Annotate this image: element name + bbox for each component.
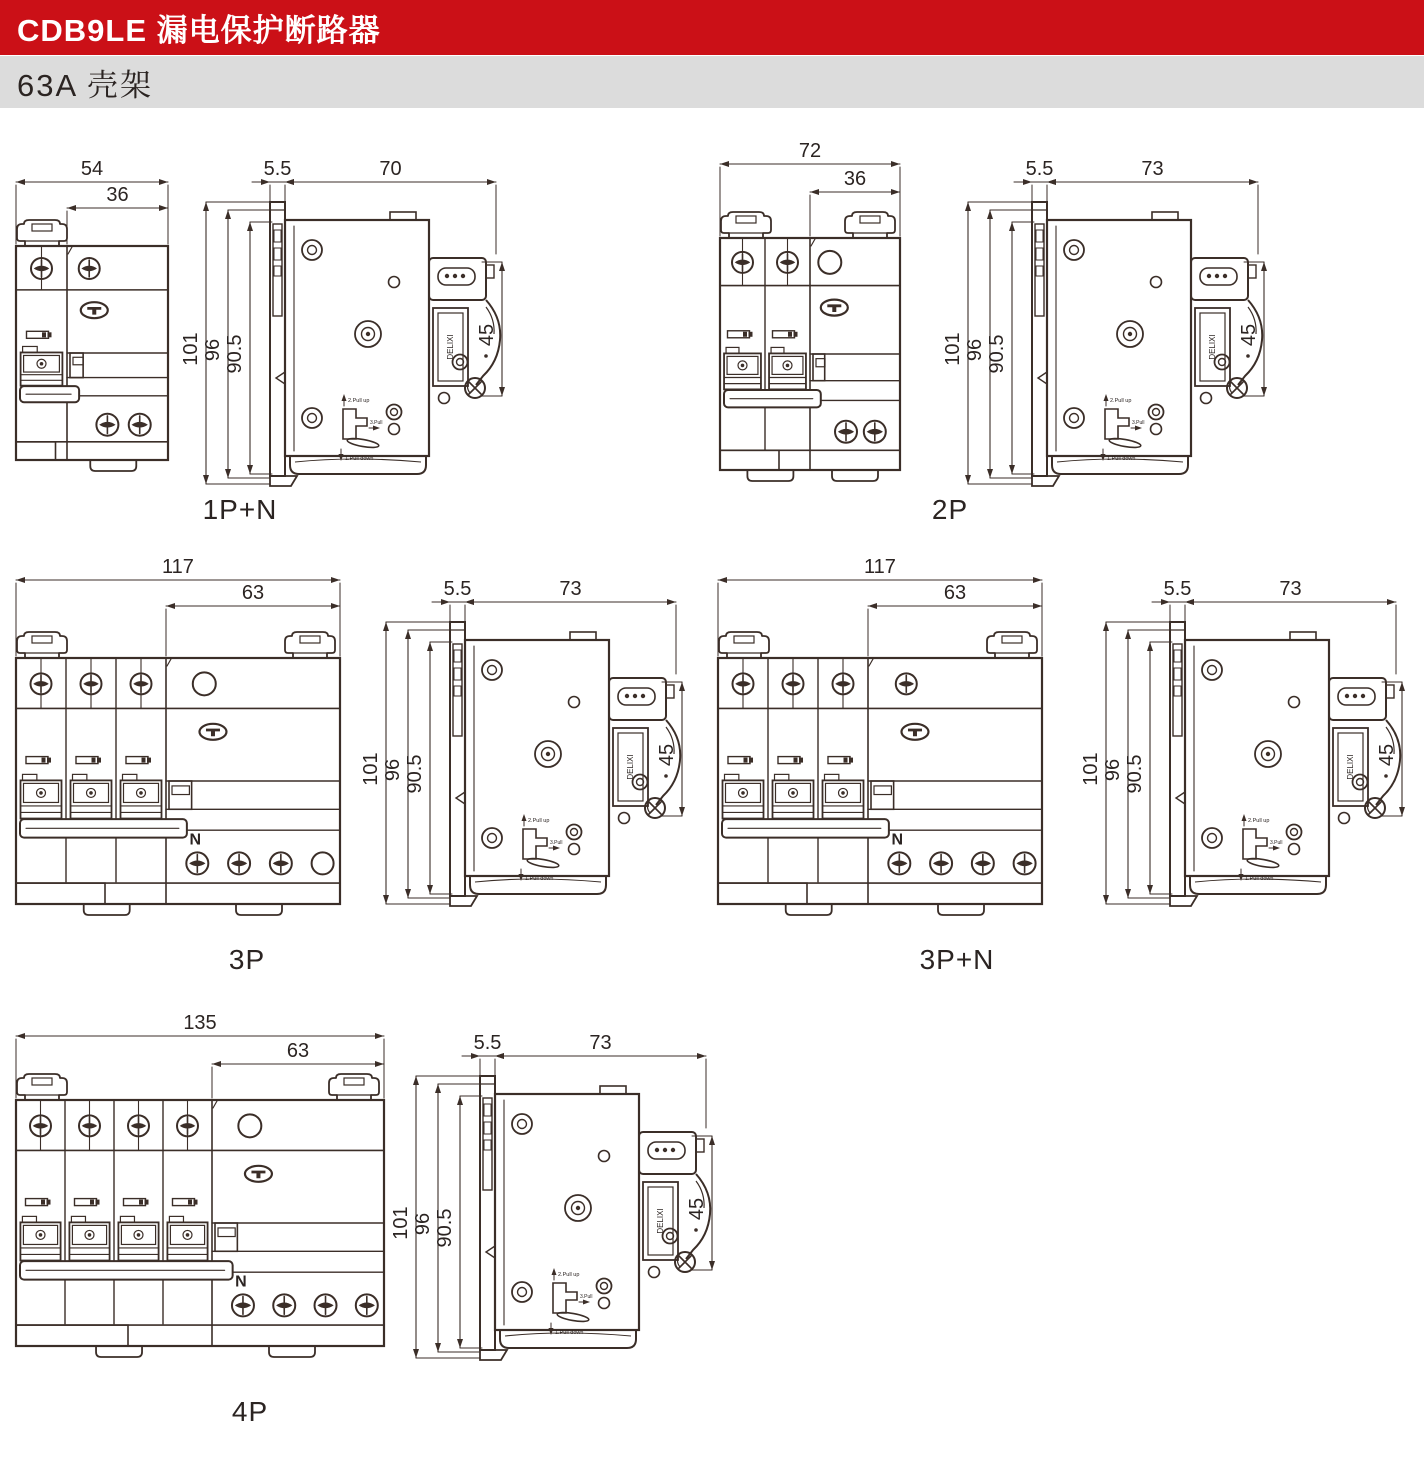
front-view-2P: [710, 140, 910, 496]
install-step-note: 2.Pull up: [1110, 398, 1132, 404]
mount-foot: [236, 904, 282, 915]
terminal-screw-icon: [896, 673, 917, 694]
vent-slot: [828, 757, 853, 764]
breaker-side-drawing: [1080, 578, 1405, 906]
nameplate-text: DELIXI: [1346, 754, 1355, 780]
dim-label: 90.5: [224, 334, 246, 374]
mount-foot: [269, 1346, 315, 1357]
vent-slot: [124, 1199, 149, 1206]
install-step-note: 3.Pull: [580, 1294, 593, 1300]
install-step-note: [339, 394, 383, 462]
side-view-2P: [942, 158, 1286, 498]
nameplate: [643, 1182, 678, 1260]
nameplate: [613, 728, 648, 806]
mount-foot: [938, 904, 984, 915]
install-step-note: 1.Pull down: [1245, 876, 1274, 882]
front-view-1P+N: [8, 158, 180, 492]
vent-slot: [26, 1199, 51, 1206]
terminal-block: [773, 774, 814, 818]
figure-label: 1P+N: [202, 494, 278, 525]
header-bar: [0, 0, 1424, 55]
din-clip: [285, 632, 335, 658]
install-step-note: 2.Pull up: [558, 1272, 580, 1278]
terminal-block: [723, 774, 764, 818]
dim-label: 72: [798, 140, 822, 162]
dim-label: 101: [360, 752, 382, 786]
nameplate: [1333, 728, 1368, 806]
install-step-note: 1.Pull down: [345, 456, 374, 462]
dim-label: 90.5: [986, 334, 1008, 374]
breaker-front-drawing: [718, 632, 1042, 915]
dim-label: 63: [943, 582, 967, 604]
breaker-front-drawing: [720, 212, 900, 481]
vent-slot: [728, 331, 753, 338]
side-view-3P+N: [1080, 578, 1424, 918]
nameplate-text: DELIXI: [1208, 334, 1217, 360]
terminal-screw-icon: [79, 1115, 100, 1136]
figure-label: 2P: [931, 494, 969, 525]
terminal-block: [71, 774, 112, 818]
side-body: [270, 202, 500, 486]
dim-label: 45: [656, 743, 678, 767]
vent-slot: [75, 1199, 100, 1206]
dim-label: 54: [80, 158, 104, 180]
din-clip: [17, 632, 67, 658]
terminal-screw-icon: [972, 852, 994, 874]
dim-label: 73: [589, 1032, 612, 1054]
dim-label: 36: [106, 184, 129, 206]
mount-foot: [832, 470, 878, 481]
install-step-note: [1101, 394, 1145, 462]
nameplate-text: DELIXI: [656, 1208, 665, 1234]
dim-label: 63: [241, 582, 265, 604]
terminal-screw-icon: [177, 1115, 198, 1136]
figure-label: 4P: [231, 1396, 269, 1427]
terminal-screw-icon: [273, 1294, 295, 1316]
dim-label: 117: [864, 556, 896, 578]
terminal-screw-icon: [270, 852, 292, 874]
dim-label: 5.5: [1025, 158, 1054, 180]
mount-foot: [786, 904, 832, 915]
vent-slot: [26, 757, 51, 764]
dim-label: 96: [202, 338, 224, 362]
terminal-block: [118, 1216, 158, 1260]
mount-foot: [96, 1346, 142, 1357]
dim-label: 96: [412, 1212, 434, 1236]
breaker-front-drawing: [16, 220, 168, 471]
figure-label: 3P: [228, 944, 266, 975]
nameplate: [1195, 308, 1230, 386]
terminal-screw-icon: [128, 1115, 149, 1136]
install-step-note: 1.Pull down: [1107, 456, 1136, 462]
din-clip: [721, 212, 771, 238]
dim-label: 73: [559, 578, 582, 600]
vent-slot: [27, 331, 52, 338]
terminal-screw-icon: [888, 852, 910, 874]
breaker-side-drawing: [360, 578, 685, 906]
mount-foot: [90, 460, 136, 471]
side-body: [450, 622, 680, 906]
test-port-circle: [193, 672, 216, 695]
terminal-screw-icon: [732, 252, 753, 273]
terminal-block: [21, 346, 63, 385]
terminal-block: [69, 1216, 109, 1260]
terminal-screw-icon: [96, 414, 118, 436]
install-step-note: 1.Pull down: [555, 1330, 584, 1336]
dim-label: 45: [686, 1197, 708, 1221]
dim-label: 5.5: [443, 578, 472, 600]
install-step-note: [519, 814, 563, 882]
terminal-screw-icon: [232, 1294, 254, 1316]
terminal-screw-icon: [31, 673, 52, 694]
dim-label: 73: [1279, 578, 1302, 600]
install-step-note: 2.Pull up: [528, 818, 550, 824]
breaker-front-drawing: [16, 632, 340, 915]
breaker-side-drawing: [180, 158, 505, 486]
terminal-screw-icon: [81, 673, 102, 694]
nameplate-text: DELIXI: [446, 334, 455, 360]
terminal-screw-icon: [31, 258, 52, 279]
subheader-bar: [0, 56, 1424, 108]
neutral-label: N: [235, 1273, 247, 1291]
neutral-label: N: [189, 831, 202, 849]
vent-slot: [126, 757, 151, 764]
install-step-note: [1239, 814, 1283, 882]
dim-label: 96: [382, 758, 404, 782]
brand-logo-icon: [245, 1166, 272, 1182]
install-step-note: 3.Pull: [1132, 420, 1145, 426]
install-step-note: 3.Pull: [550, 840, 563, 846]
dim-label: 90.5: [1124, 754, 1146, 794]
brand-logo-icon: [901, 724, 928, 740]
side-body: [1170, 622, 1400, 906]
nameplate: [433, 308, 468, 386]
install-step-note: 3.Pull: [1270, 840, 1283, 846]
terminal-screw-icon: [228, 852, 250, 874]
breaker-front-drawing: [16, 1074, 384, 1357]
dim-label: 5.5: [1163, 578, 1192, 600]
dim-label: 90.5: [404, 754, 426, 794]
front-view-3P+N: [710, 556, 1054, 926]
mount-foot: [84, 904, 130, 915]
front-dimensions: [16, 556, 340, 656]
terminal-screw-icon: [930, 852, 952, 874]
din-clip: [845, 212, 895, 238]
side-view-3P: [360, 578, 704, 918]
front-view-3P: [8, 556, 352, 926]
terminal-block: [769, 347, 806, 389]
dim-label: 117: [162, 556, 194, 578]
dim-label: 96: [964, 338, 986, 362]
front-view-4P: [8, 1012, 394, 1374]
test-port-circle: [312, 852, 334, 874]
terminal-block: [121, 774, 162, 818]
terminal-screw-icon: [733, 673, 754, 694]
install-step-note: 2.Pull up: [1248, 818, 1270, 824]
terminal-screw-icon: [131, 673, 152, 694]
terminal-screw-icon: [783, 673, 804, 694]
din-clip: [987, 632, 1037, 658]
brand-logo-icon: [821, 300, 848, 316]
dim-label: 70: [379, 158, 402, 180]
test-port-circle: [238, 1114, 261, 1137]
figure-label: 3P+N: [919, 944, 995, 975]
front-dimensions: [718, 556, 1042, 656]
terminal-screw-icon: [356, 1294, 378, 1316]
terminal-screw-icon: [835, 421, 857, 443]
terminal-screw-icon: [1014, 852, 1036, 874]
din-clip: [719, 632, 769, 658]
side-body: [480, 1076, 710, 1360]
install-step-note: [549, 1268, 593, 1336]
install-step-note: 1.Pull down: [525, 876, 554, 882]
terminal-screw-icon: [315, 1294, 337, 1316]
test-port-circle: [818, 251, 841, 274]
page-title: CDB9LE 漏电保护断路器: [17, 13, 381, 48]
dim-label: 96: [1102, 758, 1124, 782]
side-view-1P+N: [180, 158, 524, 498]
brand-logo-icon: [81, 302, 108, 318]
dim-label: 63: [286, 1040, 310, 1062]
terminal-block: [167, 1216, 207, 1260]
dim-label: 90.5: [434, 1208, 456, 1248]
front-dimensions: [720, 140, 900, 236]
install-step-note: 2.Pull up: [348, 398, 370, 404]
dim-label: 5.5: [473, 1032, 502, 1054]
dim-label: 45: [476, 323, 498, 347]
vent-slot: [76, 757, 101, 764]
dim-label: 45: [1238, 323, 1260, 347]
vent-slot: [778, 757, 803, 764]
side-body: [1032, 202, 1262, 486]
terminal-screw-icon: [30, 1115, 51, 1136]
dim-label: 73: [1141, 158, 1164, 180]
terminal-screw-icon: [129, 414, 151, 436]
din-clip: [17, 220, 67, 246]
dim-label: 101: [180, 332, 202, 366]
breaker-side-drawing: [942, 158, 1267, 486]
neutral-label: N: [891, 831, 904, 849]
dim-label: 101: [1080, 752, 1102, 786]
terminal-block: [724, 347, 761, 389]
dim-label: 5.5: [263, 158, 292, 180]
terminal-screw-icon: [777, 252, 798, 273]
dim-label: 45: [1376, 743, 1398, 767]
mount-foot: [747, 470, 793, 481]
nameplate-text: DELIXI: [626, 754, 635, 780]
terminal-screw-icon: [864, 421, 886, 443]
breaker-side-drawing: [390, 1032, 715, 1360]
terminal-block: [823, 774, 864, 818]
terminal-block: [21, 774, 62, 818]
brand-logo-icon: [199, 724, 226, 740]
dim-label: 101: [390, 1206, 412, 1240]
subtitle: 63A 壳架: [17, 67, 154, 103]
dim-label: 36: [843, 168, 867, 190]
din-clip: [329, 1074, 379, 1100]
dim-label: 101: [942, 332, 964, 366]
terminal-screw-icon: [833, 673, 854, 694]
install-step-note: 3.Pull: [370, 420, 383, 426]
vent-slot: [728, 757, 753, 764]
terminal-screw-icon: [186, 852, 208, 874]
side-view-4P: [390, 1032, 734, 1372]
din-clip: [17, 1074, 67, 1100]
vent-slot: [173, 1199, 198, 1206]
terminal-block: [20, 1216, 60, 1260]
terminal-screw-icon: [79, 258, 100, 279]
dim-label: 135: [183, 1012, 217, 1034]
vent-slot: [773, 331, 798, 338]
